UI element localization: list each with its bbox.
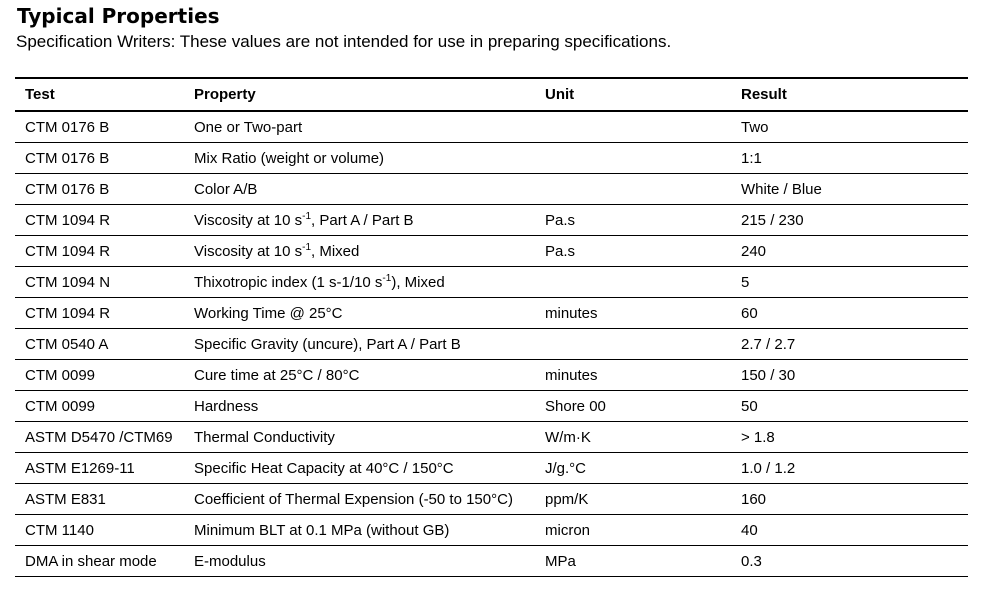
- column-header-property: Property: [184, 78, 535, 111]
- table-row: [15, 267, 968, 298]
- cell-unit: Pa.s: [535, 236, 731, 267]
- property-text: , Part A / Part B: [311, 211, 414, 229]
- table-body: [15, 111, 968, 577]
- table-row: [15, 143, 968, 174]
- cell-result: 5: [731, 267, 968, 298]
- property-text: Viscosity at 10 s: [194, 211, 303, 229]
- cell-test: CTM 0540 A: [15, 329, 184, 360]
- superscript-exponent: -1: [302, 210, 312, 222]
- cell-property: [184, 236, 535, 267]
- table-row: [15, 360, 968, 391]
- cell-unit: W/m·K: [535, 422, 731, 453]
- cell-test: CTM 1094 N: [15, 267, 184, 298]
- cell-unit: [535, 267, 731, 298]
- property-text: Thixotropic index (1 s-1/10 s: [194, 273, 383, 291]
- cell-property: [184, 267, 535, 298]
- cell-test: CTM 0176 B: [15, 174, 184, 205]
- property-text: Working Time @ 25°C: [194, 304, 343, 322]
- property-text: E-modulus: [194, 552, 266, 570]
- property-text: Coefficient of Thermal Expension (-50 to 150°C): [194, 490, 513, 508]
- cell-property: [184, 329, 535, 360]
- cell-unit: J/g.°C: [535, 453, 731, 484]
- properties-table: [15, 77, 968, 577]
- property-text: Specific Gravity (uncure), Part A / Part B: [194, 335, 461, 353]
- table-row: [15, 484, 968, 515]
- cell-property: [184, 546, 535, 577]
- column-header-result: Result: [731, 78, 968, 111]
- table-row: [15, 205, 968, 236]
- table-row: [15, 236, 968, 267]
- superscript-exponent: -1: [382, 272, 392, 284]
- cell-unit: [535, 111, 731, 143]
- cell-property: [184, 391, 535, 422]
- cell-result: > 1.8: [731, 422, 968, 453]
- cell-result: 160: [731, 484, 968, 515]
- cell-property: [184, 453, 535, 484]
- cell-test: CTM 1094 R: [15, 205, 184, 236]
- cell-unit: minutes: [535, 360, 731, 391]
- cell-result: 1.0 / 1.2: [731, 453, 968, 484]
- cell-result: 215 / 230: [731, 205, 968, 236]
- property-text: Color A/B: [194, 180, 258, 198]
- cell-test: CTM 1094 R: [15, 236, 184, 267]
- property-text: Mix Ratio (weight or volume): [194, 149, 385, 167]
- cell-unit: Shore 00: [535, 391, 731, 422]
- table-row: [15, 174, 968, 205]
- cell-property: [184, 422, 535, 453]
- page-subtitle: Specification Writers: These values are not intended for use in preparing specifications.: [16, 32, 672, 51]
- cell-test: CTM 0176 B: [15, 143, 184, 174]
- cell-unit: [535, 174, 731, 205]
- cell-result: 0.3: [731, 546, 968, 577]
- table-row: [15, 453, 968, 484]
- table-row: [15, 111, 968, 143]
- property-text: Minimum BLT at 0.1 MPa (without GB): [194, 521, 450, 539]
- cell-result: 40: [731, 515, 968, 546]
- table-row: [15, 422, 968, 453]
- cell-unit: [535, 143, 731, 174]
- table-row: [15, 298, 968, 329]
- table-header: [15, 78, 968, 111]
- cell-property: [184, 205, 535, 236]
- cell-result: 150 / 30: [731, 360, 968, 391]
- cell-unit: Pa.s: [535, 205, 731, 236]
- cell-unit: ppm/K: [535, 484, 731, 515]
- cell-property: [184, 174, 535, 205]
- cell-test: CTM 1140: [15, 515, 184, 546]
- cell-test: ASTM E1269-11: [15, 453, 184, 484]
- cell-result: 1:1: [731, 143, 968, 174]
- cell-test: DMA in shear mode: [15, 546, 184, 577]
- property-text: Hardness: [194, 397, 259, 415]
- table-row: [15, 329, 968, 360]
- property-text: Specific Heat Capacity at 40°C / 150°C: [194, 459, 454, 477]
- cell-test: CTM 0176 B: [25, 118, 110, 136]
- cell-unit: [535, 329, 731, 360]
- cell-property: [184, 360, 535, 391]
- cell-property: [184, 298, 535, 329]
- cell-test: CTM 1094 R: [15, 298, 184, 329]
- property-text: Thermal Conductivity: [194, 428, 335, 446]
- cell-property: [184, 515, 535, 546]
- cell-test: ASTM E831: [15, 484, 184, 515]
- page-title: Typical Properties: [17, 4, 220, 28]
- cell-result: 50: [731, 391, 968, 422]
- cell-result: 2.7 / 2.7: [731, 329, 968, 360]
- cell-test: CTM 0099: [15, 391, 184, 422]
- column-header-unit: Unit: [535, 78, 731, 111]
- cell-property: [184, 143, 535, 174]
- cell-test: CTM 0099: [15, 360, 184, 391]
- cell-result: 60: [731, 298, 968, 329]
- property-text: Cure time at 25°C / 80°C: [194, 366, 360, 384]
- cell-unit: MPa: [535, 546, 731, 577]
- cell-result: White / Blue: [731, 174, 968, 205]
- cell-unit: micron: [535, 515, 731, 546]
- superscript-exponent: -1: [302, 241, 312, 253]
- cell-unit: minutes: [535, 298, 731, 329]
- cell-property: [184, 484, 535, 515]
- cell-test: ASTM D5470 /CTM69: [15, 422, 184, 453]
- column-header-test: Test: [15, 78, 184, 111]
- table-header-row: [15, 78, 968, 111]
- property-text: ), Mixed: [391, 273, 445, 291]
- property-text: Viscosity at 10 s: [194, 242, 303, 260]
- cell-result: Two: [741, 118, 769, 136]
- table-row: [15, 546, 968, 577]
- table-row: [15, 515, 968, 546]
- property-text: , Mixed: [311, 242, 360, 260]
- cell-result: 240: [731, 236, 968, 267]
- table-row: [15, 391, 968, 422]
- cell-property: [184, 111, 535, 143]
- property-text: One or Two-part: [194, 118, 303, 136]
